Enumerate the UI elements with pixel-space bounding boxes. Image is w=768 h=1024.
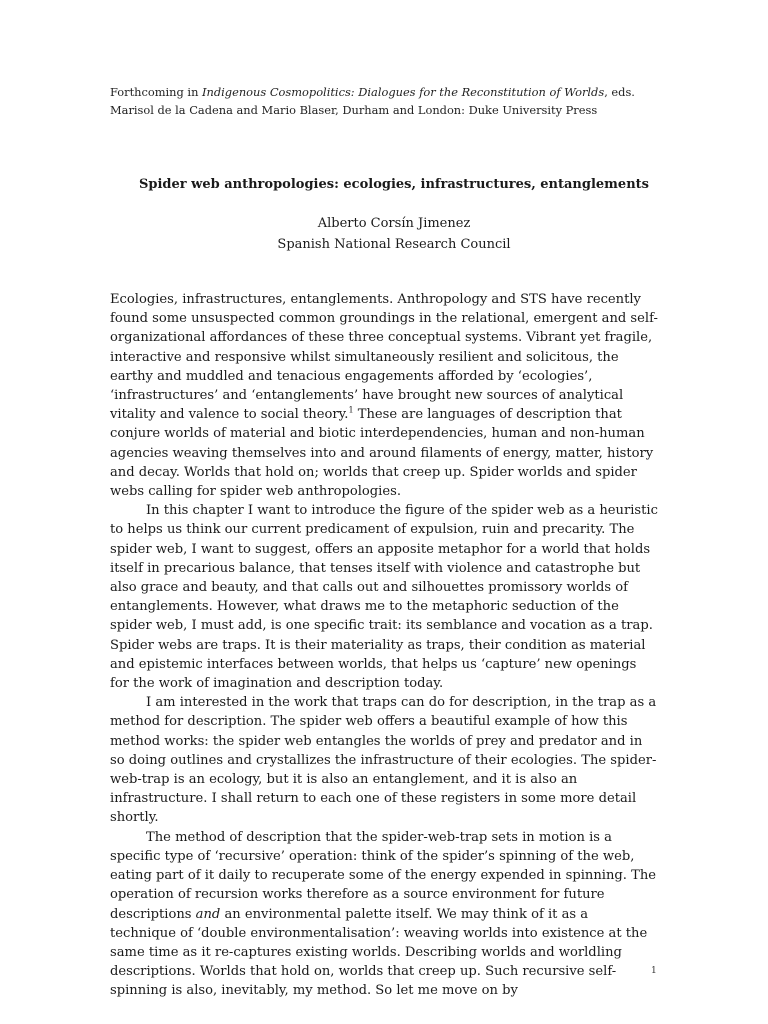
paragraph-4-part-1: The method of description that the spider-web-trap sets in motion is a specific type of ‘recursive’ operation: think of the spider’s spinning of the web, eating part of it daily to recuperate some of the energy expended in spinning. The operation of recursion works therefore as a source environment for future descriptions bbox=[110, 829, 657, 922]
paragraph-4-part-2: an environmental palette itself. We may think of it as a technique of ‘double environmentalisation’: weaving worlds into existence at the same time as it re-captures existing worlds. Describing worlds and worldling descriptions. Worlds that hold on, worlds that creep up. Such recursive self-spinning is also, inevitably, my method. So let me move on by bbox=[110, 906, 648, 999]
paragraph-1-part-1: Ecologies, infrastructures, entanglements. Anthropology and STS have recently found some unsuspected common groundings in the relational, emergent and self-organizational affordances of these three conceptual systems. Vibrant yet fragile, interactive and responsive whilst simultaneously resilient and solicitous, the earthy and muddled and tenacious engagements afforded by ‘ecologies’, ‘infrastructures’ and ‘entanglements’ have brought new sources of analytical vitality and valence to social theory. bbox=[110, 292, 658, 423]
book-title: Indigenous Cosmopolitics: Dialogues for the Reconstitution of Worlds bbox=[202, 85, 605, 99]
page-number: 1 bbox=[651, 966, 657, 976]
paragraph-1-part-2: These are languages of description that conjure worlds of material and biotic interdependencies, human and non-human agencies weaving themselves into and around filaments of energy, matter, history and decay. Worlds that hold on; worlds that creep up. Spider worlds and spider webs calling for spider web anthropologies. bbox=[110, 407, 654, 500]
paper-title: Spider web anthropologies: ecologies, infrastructures, entanglements bbox=[139, 177, 649, 192]
author-block bbox=[110, 213, 678, 255]
paragraph-4-emphasis: and bbox=[195, 906, 221, 922]
publication-note-prefix: Forthcoming in bbox=[110, 85, 203, 99]
paragraph-4 bbox=[110, 828, 658, 1001]
author-affiliation: Spanish National Research Council bbox=[277, 237, 511, 252]
body-text bbox=[110, 290, 658, 1001]
publication-note bbox=[110, 83, 670, 119]
publication-note-suffix: , eds. Marisol de la Cadena and Mario Blaser, Durham and London: Duke University Press bbox=[110, 85, 635, 117]
author-name: Alberto Corsín Jimenez bbox=[317, 216, 471, 231]
footnote-marker[interactable]: 1 bbox=[348, 405, 354, 415]
paragraph-3: I am interested in the work that traps can do for description, in the trap as a method for description. The spider web offers a beautiful example of how this method works: the spider web entangles the worlds of prey and predator and in so doing outlines and crystallizes the infrastructure of their ecologies. The spider-web-trap is an ecology, but it is also an entanglement, and it is also an infrastructure. I shall return to each one of these registers in some more detail shortly. bbox=[110, 695, 657, 826]
paragraph-2: In this chapter I want to introduce the figure of the spider web as a heuristic to helps us think our current predicament of expulsion, ruin and precarity. The spider web, I want to suggest, offers an apposite metaphor for a world that holds itself in precarious balance, that tenses itself with violence and catastrophe but also grace and beauty, and that calls out and silhouettes promissory worlds of entanglements. However, what draws me to the metaphoric seduction of the spider web, I must add, is one specific trait: its semblance and vocation as a trap. Spider webs are traps. It is their materiality as traps, their condition as material and epistemic interfaces between worlds, that helps us ‘capture’ new openings for the work of imagination and description today. bbox=[110, 503, 658, 692]
paragraph-1 bbox=[110, 290, 658, 501]
